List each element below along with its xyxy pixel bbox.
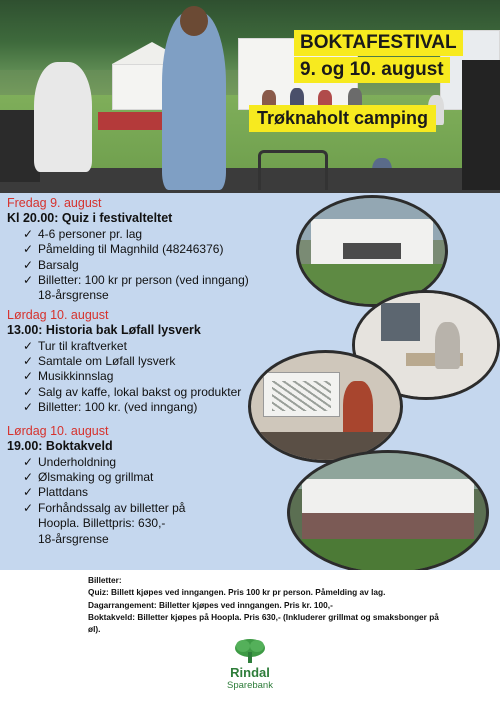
- list-item: ✓ Billetter: 100 kr pr person (ved inngang): [23, 273, 249, 288]
- checkmark-icon: ✓: [23, 500, 34, 515]
- checkmark-icon: ✓: [23, 257, 34, 272]
- sponsor-name: Rindal: [230, 665, 270, 680]
- keyboard: [98, 112, 170, 130]
- speaker-box: [462, 60, 500, 190]
- list-item: ✓ Forhåndssalg av billetter på Hoopla. Billettpris: 630,-: [23, 500, 186, 531]
- sponsor-logo: [210, 638, 290, 691]
- age-limit-note: 18-årsgrense: [38, 288, 109, 303]
- event-items: [23, 227, 297, 304]
- checkmark-icon: ✓: [23, 338, 34, 353]
- chair: [258, 150, 328, 190]
- list-item: ✓ 4-6 personer pr. lag: [23, 226, 143, 241]
- ticket-line: Dagarrangement: Billetter kjøpes ved inngangen. Pris kr. 100,-: [88, 599, 333, 610]
- event-title: Kl 20.00: Quiz i festivalteltet: [7, 211, 173, 226]
- footer: [0, 570, 500, 705]
- age-limit-note: 18-årsgrense: [38, 531, 109, 546]
- ticket-line: Quiz: Billett kjøpes ved inngangen. Pris 100 kr pr person. Påmelding av lag.: [88, 587, 386, 598]
- sponsor-sub: Sparebank: [227, 680, 273, 691]
- festival-dates: 9. og 10. august: [294, 57, 450, 83]
- event-title: 13.00: Historia bak Løfall lysverk: [7, 323, 201, 338]
- festival-location: Trøknaholt camping: [249, 105, 436, 132]
- photo-presentation: [248, 350, 403, 463]
- checkmark-icon: ✓: [23, 226, 34, 241]
- checkmark-icon: ✓: [23, 369, 34, 384]
- day-heading: Lørdag 10. august: [7, 423, 109, 438]
- musician: [34, 62, 92, 172]
- ticket-line: Boktakveld: Billetter kjøpes på Hoopla. Pris 630,- (Inkluderer grillmat og smaksbonger på øl).: [88, 611, 439, 635]
- checkmark-icon: ✓: [23, 273, 34, 288]
- ticket-heading: Billetter:: [88, 575, 122, 585]
- list-item: ✓ Underholdning: [23, 454, 117, 469]
- photo-evening: [287, 450, 489, 575]
- checkmark-icon: ✓: [23, 469, 34, 484]
- day-heading: Lørdag 10. august: [7, 307, 109, 322]
- list-item: ✓ Påmelding til Magnhild (48246376): [23, 242, 224, 257]
- festival-title: BOKTAFESTIVAL: [294, 30, 463, 56]
- checkmark-icon: ✓: [23, 242, 34, 257]
- list-item: ✓ Salg av kaffe, lokal bakst og produkter: [23, 384, 242, 399]
- checkmark-icon: ✓: [23, 485, 34, 500]
- checkmark-icon: ✓: [23, 454, 34, 469]
- checkmark-icon: ✓: [23, 384, 34, 399]
- singer: [162, 12, 226, 190]
- hero-photo: [0, 0, 500, 193]
- checkmark-icon: ✓: [23, 400, 34, 415]
- list-item: ✓ Musikkinnslag: [23, 369, 114, 384]
- program-text: [7, 196, 297, 547]
- event-title: 19.00: Boktakveld: [7, 439, 113, 454]
- ticket-info: [88, 574, 448, 635]
- list-item: ✓ Samtale om Løfall lysverk: [23, 354, 176, 369]
- checkmark-icon: ✓: [23, 354, 34, 369]
- tree-icon: [233, 638, 267, 664]
- day-heading: Fredag 9. august: [7, 196, 102, 210]
- list-item: ✓ Ølsmaking og grillmat: [23, 469, 154, 484]
- event-items: [23, 455, 223, 547]
- singer-head: [180, 6, 208, 36]
- list-item: ✓ Plattdans: [23, 485, 89, 500]
- list-item: ✓ Tur til kraftverket: [23, 338, 127, 353]
- list-item: ✓ Billetter: 100 kr. (ved inngang): [23, 400, 198, 415]
- list-item: ✓ Barsalg: [23, 257, 79, 272]
